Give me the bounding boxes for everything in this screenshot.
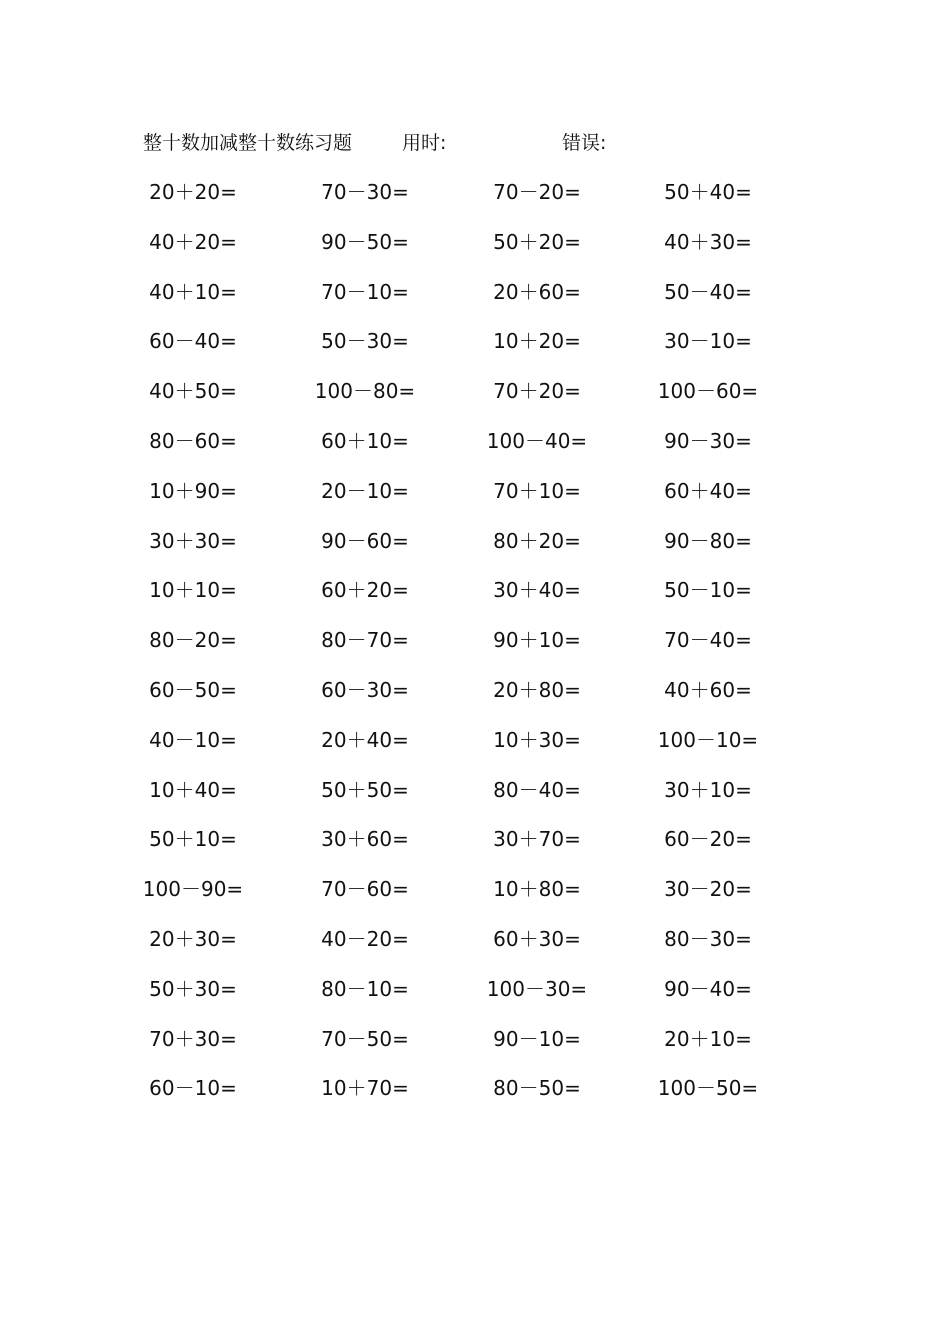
problem-item: 70－40=	[664, 628, 752, 653]
problem-item: 70－20=	[493, 180, 581, 204]
problem-item: 50＋50=	[321, 777, 409, 802]
problem-item: 10＋90=	[149, 478, 237, 503]
problem-item: 50＋30=	[149, 976, 237, 1001]
problem-row	[0, 716, 950, 766]
problem-item: 50＋10=	[149, 827, 237, 852]
problem-item: 10＋70=	[321, 1076, 409, 1101]
error-count-label: 错误:	[562, 132, 607, 154]
problem-item: 70＋10=	[493, 478, 581, 503]
problem-item: 40＋30=	[664, 229, 752, 254]
problem-item: 80－10=	[321, 976, 409, 1001]
problem-item: 30＋60=	[321, 827, 409, 852]
problem-row	[0, 616, 950, 666]
problem-item: 60＋10=	[321, 428, 409, 453]
problem-row	[0, 168, 950, 218]
problem-item: 100－50=	[657, 1076, 759, 1101]
problem-item: 100－40=	[486, 428, 588, 453]
problem-item: 100－30=	[486, 976, 588, 1001]
problem-item: 10＋80=	[493, 877, 581, 902]
problem-item: 10＋10=	[149, 578, 237, 603]
problem-item: 90－50=	[321, 229, 409, 254]
worksheet-title: 整十数加减整十数练习题	[143, 132, 353, 154]
problem-row	[0, 268, 950, 318]
problem-item: 80－30=	[664, 926, 752, 951]
problem-item: 20＋20=	[149, 180, 237, 204]
problem-item: 20＋10=	[664, 1026, 752, 1051]
problem-item: 80－50=	[493, 1076, 581, 1101]
problem-grid	[0, 168, 950, 1114]
problem-item: 40－20=	[321, 926, 409, 951]
problem-item: 100－60=	[657, 379, 759, 404]
problem-item: 50－40=	[664, 279, 752, 304]
problem-item: 10＋40=	[149, 777, 237, 802]
problem-row	[0, 666, 950, 716]
problem-item: 20＋60=	[493, 279, 581, 304]
problem-item: 20＋30=	[149, 926, 237, 951]
problem-item: 50＋40=	[664, 180, 752, 204]
problem-item: 40＋10=	[149, 279, 237, 304]
problem-row	[0, 317, 950, 367]
problem-item: 100－10=	[657, 727, 759, 752]
problem-item: 90－60=	[321, 528, 409, 553]
problem-row	[0, 815, 950, 865]
problem-item: 30＋70=	[493, 827, 581, 852]
problem-item: 70－10=	[321, 279, 409, 304]
problem-row	[0, 218, 950, 268]
problem-item: 80－20=	[149, 628, 237, 653]
problem-item: 20＋80=	[493, 677, 581, 702]
problem-item: 10＋20=	[493, 329, 581, 354]
problem-row	[0, 566, 950, 616]
problem-item: 60－30=	[321, 677, 409, 702]
problem-row	[0, 1064, 950, 1114]
problem-row	[0, 915, 950, 965]
problem-item: 80＋20=	[493, 528, 581, 553]
problem-row	[0, 1015, 950, 1065]
problem-item: 40＋60=	[664, 677, 752, 702]
problem-item: 80－40=	[493, 777, 581, 802]
problem-item: 60＋20=	[321, 578, 409, 603]
problem-item: 50＋20=	[493, 229, 581, 254]
problem-item: 100－80=	[314, 379, 416, 404]
problem-row	[0, 417, 950, 467]
problem-item: 40＋50=	[149, 379, 237, 404]
problem-item: 30＋30=	[149, 528, 237, 553]
problem-item: 90－10=	[493, 1026, 581, 1051]
problem-item: 80－70=	[321, 628, 409, 653]
problem-row	[0, 367, 950, 417]
problem-item: 30＋10=	[664, 777, 752, 802]
problem-row	[0, 865, 950, 915]
worksheet-header	[0, 128, 950, 158]
problem-item: 100－90=	[142, 877, 244, 902]
problem-item: 40－10=	[149, 727, 237, 752]
problem-item: 70＋30=	[149, 1026, 237, 1051]
problem-item: 40＋20=	[149, 229, 237, 254]
problem-item: 60＋40=	[664, 478, 752, 503]
problem-item: 30－20=	[664, 877, 752, 902]
problem-item: 60＋30=	[493, 926, 581, 951]
problem-item: 90－30=	[664, 428, 752, 453]
problem-item: 20＋40=	[321, 727, 409, 752]
problem-item: 50－10=	[664, 578, 752, 603]
problem-item: 90＋10=	[493, 628, 581, 653]
problem-item: 20－10=	[321, 478, 409, 503]
problem-item: 30＋40=	[493, 578, 581, 603]
time-used-label: 用时:	[402, 132, 447, 154]
problem-item: 60－40=	[149, 329, 237, 354]
problem-row	[0, 766, 950, 816]
problem-item: 10＋30=	[493, 727, 581, 752]
problem-item: 30－10=	[664, 329, 752, 354]
problem-row	[0, 467, 950, 517]
problem-item: 50－30=	[321, 329, 409, 354]
problem-row	[0, 517, 950, 567]
problem-item: 60－50=	[149, 677, 237, 702]
problem-item: 70＋20=	[493, 379, 581, 404]
problem-item: 90－80=	[664, 528, 752, 553]
problem-item: 70－60=	[321, 877, 409, 902]
problem-item: 90－40=	[664, 976, 752, 1001]
problem-item: 60－10=	[149, 1076, 237, 1101]
problem-row	[0, 965, 950, 1015]
problem-item: 70－30=	[321, 180, 409, 204]
problem-item: 80－60=	[149, 428, 237, 453]
problem-item: 70－50=	[321, 1026, 409, 1051]
problem-item: 60－20=	[664, 827, 752, 852]
